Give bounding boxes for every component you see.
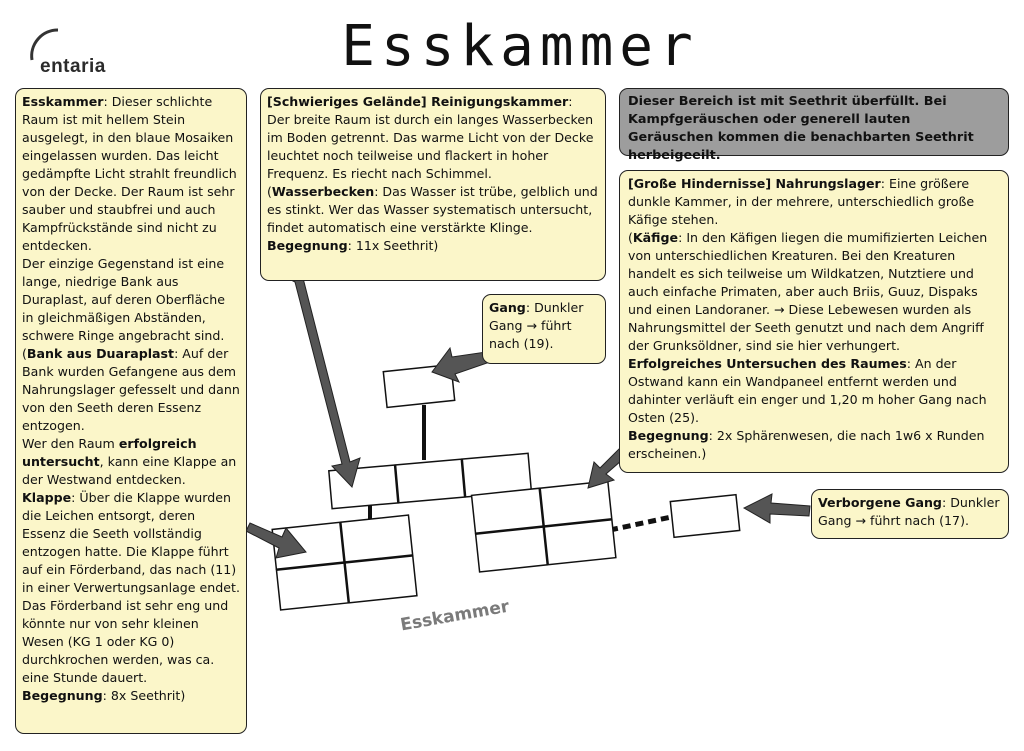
note-nahrungslager: [Große Hindernisse] Nahrungslager: Eine größere dunkle Kammer, in der mehrere, unterschiedlich große Käfige stehen. (Käfige: In den Käfigen liegen die mumifizierten Leichen von unterschiedlichen Kreaturen. Bei den Kreaturen handelt es sich teilweise um Wildkatzen, Nutztiere und auch einfache Primaten, aber auch Briis, Guuz, Dispaks und einen Landoraner. → Diese Lebewesen wurden als Nahrungsmittel der Seeth genutzt und nach dem Angriff der Grunksöldner, sind sie hier verhungert. Erfolgreiches Untersuchen des Raumes: An der Ostwand kann ein Wandpaneel entfernt werden und dahinter verläuft ein enger und 1,20 m hoher Gang nach Osten (25). Begegnung: 2x Sphärenwesen, die nach 1w6 x Runden erscheinen.) [619, 170, 1009, 473]
arrow-icon [293, 278, 360, 487]
map-label: Esskammer [398, 596, 511, 636]
note-reinigungskammer: [Schwieriges Gelände] Reinigungskammer: Der breite Raum ist durch ein langes Wasserbecken im Boden getrennt. Das warme Licht von der Decke leuchtet noch teilweise und flackert in hoher Frequenz. Es riecht nach Schimmel. (Wasserbecken: Das Wasser ist trübe, gelblich und es stinkt. Wer das Wasser systematisch untersucht, findet automatisch eine verstärkte Klinge. Begegnung: 11x Seethrit) [260, 88, 606, 281]
room-tile [276, 563, 348, 610]
arrow-icon [744, 494, 810, 523]
room-tile [396, 459, 465, 503]
room-tile [544, 520, 616, 565]
note-gang: Gang: Dunkler Gang → führt nach (19). [482, 294, 606, 364]
note-verborgene-gang: Verborgene Gang: Dunkler Gang → führt nach (17). [811, 489, 1009, 539]
room-tile [476, 527, 548, 572]
page-title: Esskammer [341, 14, 699, 79]
warning-box: Dieser Bereich ist mit Seethrit überfüllt. Bei Kampfgeräuschen oder generell lauten Geräuschen kommen die benachbarten Seethrit herbeigeeilt. [619, 88, 1009, 156]
room-tile [540, 481, 612, 526]
room-tile [345, 556, 417, 603]
dotted-passage [610, 516, 676, 530]
room-tile [341, 515, 413, 562]
room-tile [472, 488, 544, 533]
logo-text: entaria [40, 56, 106, 77]
room-tile [670, 495, 739, 538]
note-esskammer: Esskammer: Dieser schlichte Raum ist mit hellem Stein ausgelegt, in den blaue Mosaiken eingelassen wurden. Das leicht gedämpfte Licht strahlt freundlich von der Decke. Der Raum ist sehr sauber und staubfrei und auch Kampfrückstände sind nicht zu entdecken. Der einzige Gegenstand ist eine lange, niedrige Bank aus Duraplast, auf deren Oberfläche in gleichmäßigen Abständen, schwere Ringe angebracht sind. (Bank aus Duaraplast: Auf der Bank wurden Gefangene aus dem Nahrungslager gefesselt und dann von den Seeth deren Essenz entzogen. Wer den Raum erfolgreich untersucht, kann eine Klappe an der Westwand entdecken. Klappe: Über die Klappe wurden die Leichen entsorgt, deren Essenz die Seeth vollständig entzogen hatte. Die Klappe führt auf ein Förderband, das nach (11) in einer Verwertungsanlage endet. Das Förderband ist sehr eng und könnte nur von sehr kleinen Wesen (KG 1 oder KG 0) durchkrochen werden, was ca. eine Stunde dauert. Begegnung: 8x Seethrit) [15, 88, 247, 734]
